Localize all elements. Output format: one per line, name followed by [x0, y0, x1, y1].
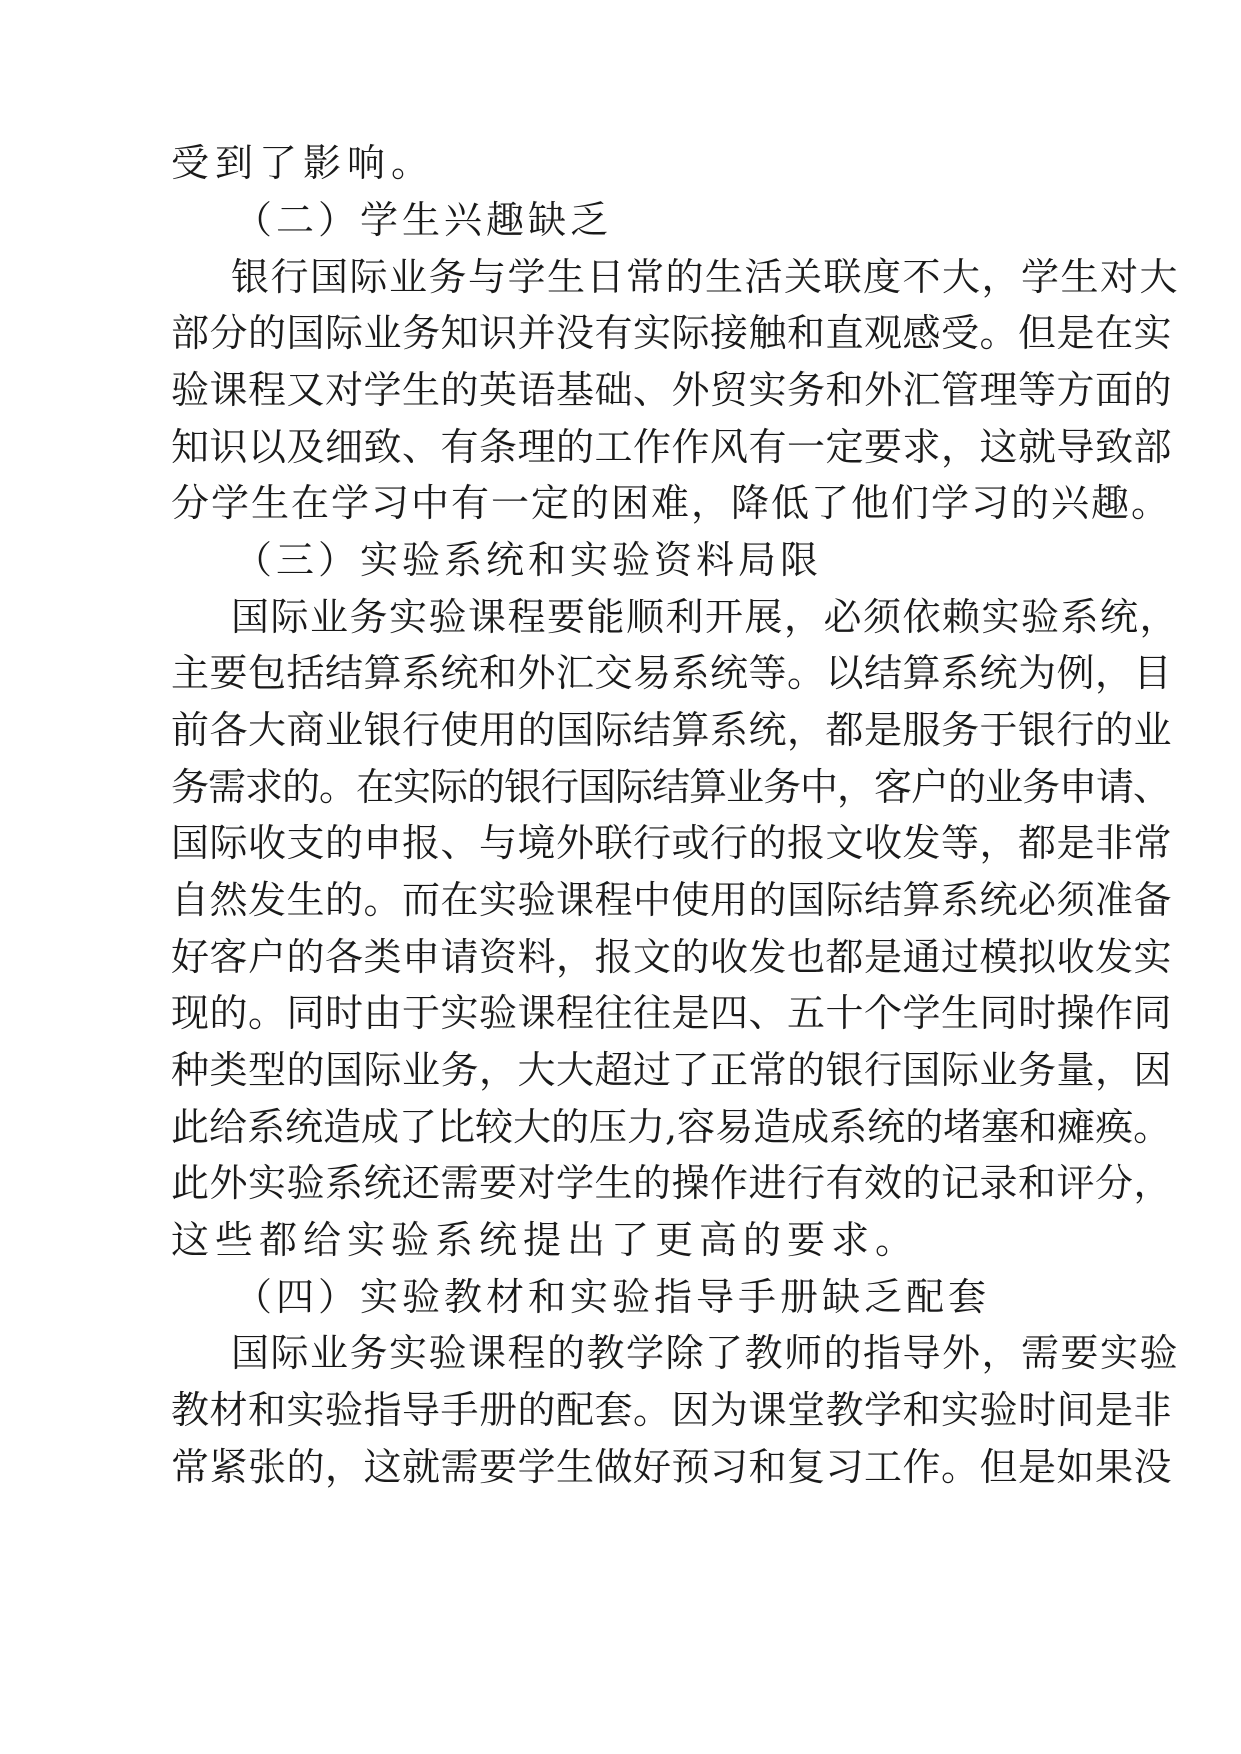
text-line-3: 银行国际业务与学生日常的生活关联度不大，学生对大: [231, 255, 1180, 299]
text-line-6: 知识以及细致、有条理的工作作风有一定要求，这就导致部: [171, 425, 1173, 469]
text-line-11: 前各大商业银行使用的国际结算系统，都是服务于银行的业: [171, 708, 1173, 752]
section-heading-3: （三）实验系统和实验资料局限: [234, 538, 823, 582]
text-line-23: 教材和实验指导手册的配套。因为课堂教学和实验时间是非: [171, 1388, 1173, 1432]
text-line-17: 种类型的国际业务，大大超过了正常的银行国际业务量，因: [171, 1048, 1173, 1092]
text-line-4: 部分的国际业务知识并没有实际接触和直观感受。但是在实: [171, 311, 1173, 355]
section-heading-2: （二）学生兴趣缺乏: [234, 198, 613, 242]
text-line-5: 验课程又对学生的英语基础、外贸实务和外汇管理等方面的: [171, 368, 1173, 412]
text-line-15: 好客户的各类申请资料，报文的收发也都是通过模拟收发实: [171, 935, 1173, 979]
text-line-16: 现的。同时由于实验课程往往是四、五十个学生同时操作同: [171, 991, 1173, 1035]
text-line-12: 务需求的。在实际的银行国际结算业务中，客户的业务申请、: [171, 765, 1171, 809]
text-line-14: 自然发生的。而在实验课程中使用的国际结算系统必须准备: [171, 878, 1173, 922]
text-line-20: 这些都给实验系统提出了更高的要求。: [171, 1218, 920, 1262]
text-line-1: 受到了影响。: [171, 141, 436, 185]
text-line-19: 此外实验系统还需要对学生的操作进行有效的记录和评分，: [171, 1161, 1173, 1205]
text-line-9: 国际业务实验课程要能顺利开展，必须依赖实验系统，: [231, 595, 1180, 639]
text-line-18: 此给系统造成了比较大的压力,容易造成系统的堵塞和瘫痪。: [171, 1105, 1172, 1149]
text-line-24: 常紧张的，这就需要学生做好预习和复习工作。但是如果没: [171, 1445, 1173, 1489]
text-line-13: 国际收支的申报、与境外联行或行的报文收发等，都是非常: [171, 821, 1173, 865]
text-line-10: 主要包括结算系统和外汇交易系统等。以结算系统为例，目: [171, 651, 1173, 695]
text-line-7: 分学生在学习中有一定的困难，降低了他们学习的兴趣。: [171, 481, 1172, 525]
text-line-22: 国际业务实验课程的教学除了教师的指导外，需要实验: [231, 1331, 1180, 1375]
section-heading-4: （四）实验教材和实验指导手册缺乏配套: [234, 1275, 991, 1319]
